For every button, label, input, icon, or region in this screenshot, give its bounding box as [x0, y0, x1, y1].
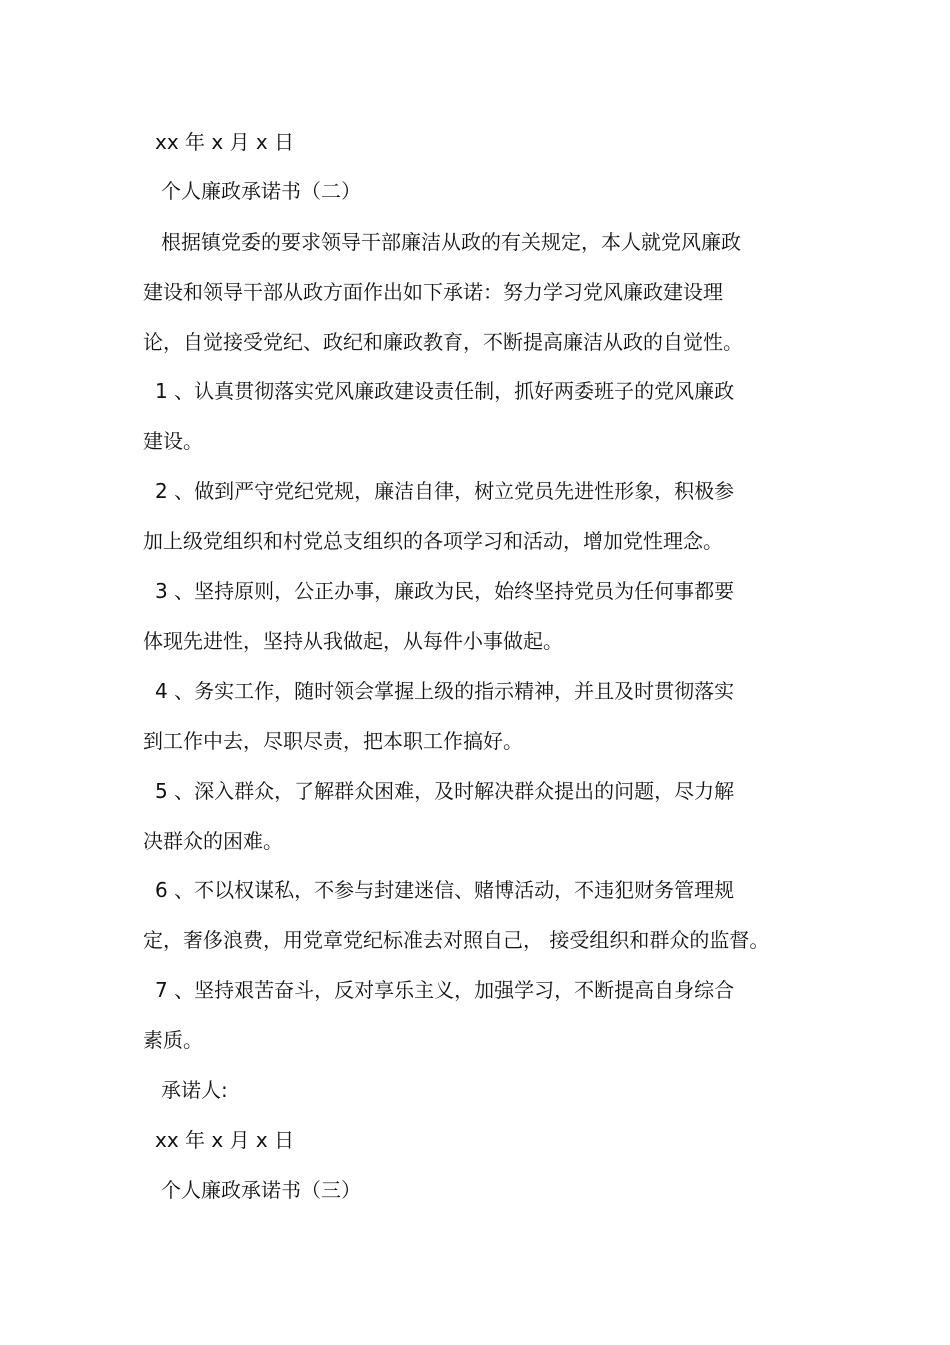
item-3-line-1: 3 、坚持原则，公正办事，廉政为民，始终坚持党员为任何事都要: [155, 579, 735, 603]
item-4-line-1: 4 、务实工作，随时领会掌握上级的指示精神，并且及时贯彻落实: [155, 679, 735, 703]
item-3-line-2: 体现先进性，坚持从我做起，从每件小事做起。: [143, 629, 563, 653]
item-4-line-2: 到工作中去，尽职尽责，把本职工作搞好。: [143, 729, 523, 753]
section-heading-3: 个人廉政承诺书（三）: [161, 1178, 361, 1202]
item-1-line-1: 1 、认真贯彻落实党风廉政建设责任制，抓好两委班子的党风廉政: [155, 379, 735, 403]
item-2-line-2: 加上级党组织和村党总支组织的各项学习和活动，增加党性理念。: [143, 529, 723, 553]
intro-line-2: 建设和领导干部从政方面作出如下承诺：努力学习党风廉政建设理: [143, 280, 723, 304]
intro-line-1: 根据镇党委的要求领导干部廉洁从政的有关规定，本人就党风廉政: [161, 230, 741, 254]
intro-line-3: 论，自觉接受党纪、政纪和廉政教育，不断提高廉洁从政的自觉性。: [143, 330, 743, 354]
item-6-line-2: 定，奢侈浪费，用党章党纪标准去对照自己， 接受组织和群众的监督。: [143, 928, 770, 952]
section-heading-2: 个人廉政承诺书（二）: [161, 179, 361, 203]
item-2-line-1: 2 、做到严守党纪党规，廉洁自律，树立党员先进性形象，积极参: [155, 479, 735, 503]
item-7-line-1: 7 、坚持艰苦奋斗，反对享乐主义，加强学习，不断提高自身综合: [155, 978, 735, 1002]
item-5-line-1: 5 、深入群众，了解群众困难，及时解决群众提出的问题，尽力解: [155, 779, 735, 803]
date-line: xx 年 x 月 x 日: [155, 130, 295, 154]
item-5-line-2: 决群众的困难。: [143, 829, 283, 853]
item-1-line-2: 建设。: [143, 429, 203, 453]
date-line: xx 年 x 月 x 日: [155, 1128, 295, 1152]
item-7-line-2: 素质。: [143, 1028, 203, 1052]
signer-label: 承诺人:: [161, 1078, 228, 1102]
item-6-line-1: 6 、不以权谋私，不参与封建迷信、赌博活动，不违犯财务管理规: [155, 878, 735, 902]
